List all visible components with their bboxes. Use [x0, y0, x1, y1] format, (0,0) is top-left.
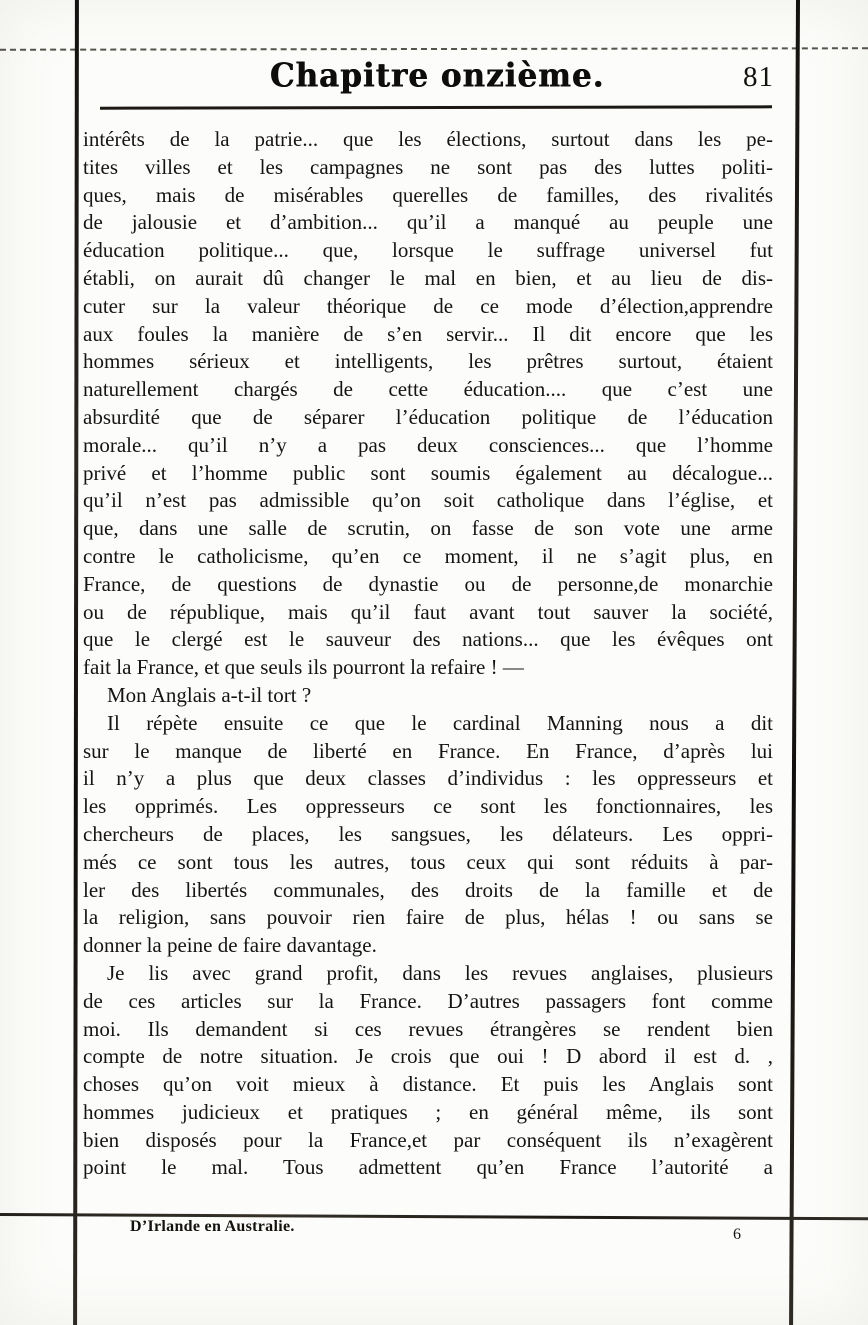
- text-line: ques, mais de misérables querelles de familles, des rivalités: [83, 182, 773, 207]
- text-line: Mon Anglais a-t-il tort ?: [107, 682, 312, 707]
- text-line: tites villes et les campagnes ne sont pas des luttes politi-: [83, 154, 773, 179]
- right-scan-border: [789, 0, 800, 1325]
- text-line: cuter sur la valeur théorique de ce mode d’élection,apprendre: [83, 293, 773, 318]
- body-text: [83, 126, 773, 1182]
- top-scan-rule: [0, 47, 868, 51]
- footer-book-title: D’Irlande en Australie.: [130, 1218, 295, 1235]
- text-line: contre le catholicisme, qu’en ce moment, il ne s’agit plus, en: [83, 543, 773, 568]
- text-line: hommes sérieux et intelligents, les prêtres surtout, étaient: [83, 349, 773, 374]
- page-number: 81: [743, 61, 774, 93]
- text-line: aux foules la manière de s’en servir... Il dit encore que les: [83, 321, 773, 346]
- text-line: intérêts de la patrie... que les élections, surtout dans les pe-: [83, 127, 773, 151]
- text-line: sur le manque de liberté en France. En France, d’après lui: [83, 738, 773, 763]
- text-line: hommes judicieux et pratiques ; en général même, ils sont: [83, 1099, 773, 1124]
- text-line: de ces articles sur la France. D’autres passagers font comme: [83, 988, 773, 1013]
- text-line: les opprimés. Les oppresseurs ce sont les fonctionnaires, les: [83, 794, 773, 819]
- text-line: fait la France, et que seuls ils pourront la refaire ! —: [83, 655, 524, 680]
- text-line: chercheurs de places, les sangsues, les délateurs. Les oppri-: [83, 821, 773, 846]
- text-line: que, dans une salle de scrutin, on fasse de son vote une arme: [83, 516, 773, 541]
- header-rule: [100, 105, 772, 109]
- text-line: que le clergé est le sauveur des nations... que les évêques ont: [83, 627, 773, 652]
- text-line: ler des libertés communales, des droits de la famille et de: [83, 877, 773, 902]
- text-line: éducation politique... que, lorsque le suffrage universel fut: [83, 238, 773, 263]
- left-scan-border: [73, 0, 79, 1325]
- text-line: il n’y a plus que deux classes d’individus : les oppresseurs et: [83, 766, 773, 791]
- text-line: bien disposés pour la France,et par conséquent ils n’exagèrent: [83, 1127, 773, 1152]
- text-line: naturellement chargés de cette éducation.... que c’est une: [83, 377, 773, 402]
- text-line: morale... qu’il n’y a pas deux consciences... que l’homme: [83, 432, 773, 457]
- text-line: France, de questions de dynastie ou de personne,de monarchie: [83, 571, 773, 596]
- text-line: de jalousie et d’ambition... qu’il a manqué au peuple une: [83, 210, 773, 235]
- text-line: établi, on aurait dû changer le mal en bien, et au lieu de dis-: [83, 265, 773, 290]
- text-line: qu’il n’est pas admissible qu’on soit catholique dans l’église, et: [83, 488, 773, 513]
- text-line: moi. Ils demandent si ces revues étrangères se rendent bien: [83, 1016, 773, 1041]
- text-line: Il répète ensuite ce que le cardinal Manning nous a dit: [107, 710, 773, 735]
- footer-signature-number: 6: [733, 1226, 741, 1243]
- text-line: choses qu’on voit mieux à distance. Et puis les Anglais sont: [83, 1072, 773, 1097]
- text-line: absurdité que de séparer l’éducation politique de l’éducation: [83, 404, 773, 429]
- text-line: Je lis avec grand profit, dans les revues anglaises, plusieurs: [107, 960, 773, 985]
- text-line: donner la peine de faire davantage.: [83, 933, 377, 958]
- chapter-title: Chapitre onzième.: [269, 57, 605, 95]
- text-line: compte de notre situation. Je crois que oui ! D abord il est d. ,: [83, 1044, 773, 1069]
- text-line: privé et l’homme public sont soumis également au décalogue...: [83, 460, 773, 485]
- page-header: [78, 58, 796, 106]
- text-line: ou de république, mais qu’il faut avant tout sauver la société,: [83, 599, 773, 624]
- text-line: point le mal. Tous admettent qu’en France l’autorité a: [83, 1155, 773, 1180]
- text-line: la religion, sans pouvoir rien faire de plus, hélas ! ou sans se: [83, 905, 773, 930]
- text-line: més ce sont tous les autres, tous ceux qui sont réduits à par-: [83, 849, 773, 874]
